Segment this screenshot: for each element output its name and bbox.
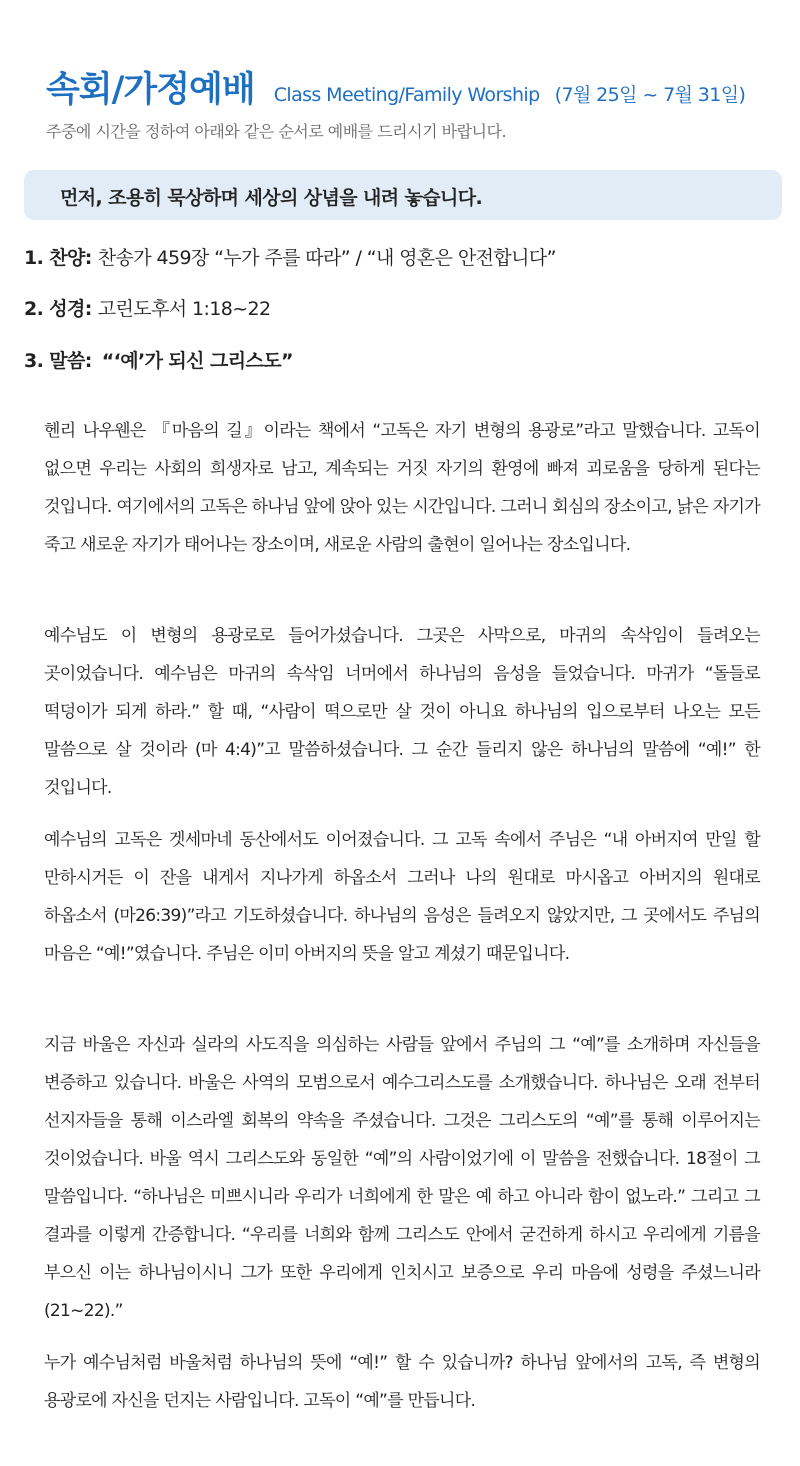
order-item-scripture <box>24 294 271 321</box>
order-item-hymn <box>24 243 556 270</box>
date-range: (7월 25일 ~ 7월 31일) <box>554 84 746 106</box>
page-header <box>46 62 745 112</box>
order-item-value: 고린도후서 1:18~22 <box>97 298 271 320</box>
sermon-title: “‘예’가 되신 그리스도” <box>101 350 293 372</box>
sermon-paragraph-4: 지금 바울은 자신과 실라의 사도직을 의심하는 사람들 앞에서 주님의 그 “예”를 소개하며 자신들을 변증하고 있습니다. 바울은 사역의 모범으로서 예수그리스도를 소개했습니다. 하나님은 오래 전부터 선지자들을 통해 이스라엘 회복의 약속을 주셨습니다. 그것은 그리스도의 “예”를 통해 이루어지는 것이었습니다. 바울 역시 그리스도와 동일한 “예”의 사람이었기에 이 말씀을 전했습니다. 18절이 그 말씀입니다. “하나님은 미쁘시니라 우리가 너희에게 한 말은 예 하고 아니라 함이 없노라.” 그리고 그 결과를 이렇게 간증합니다. “우리를 너희와 함께 그리스도 안에서 굳건하게 하시고 우리에게 기름을 부으신 이는 하나님이시니 그가 또한 우리에게 인치시고 보증으로 우리 마음에 성령을 주셨느니라 (21~22).” <box>44 1035 760 1321</box>
order-item-label: 3. 말씀: <box>24 350 92 372</box>
page-subtitle: 주중에 시간을 정하여 아래와 같은 순서로 예배를 드리시기 바랍니다. <box>46 122 507 141</box>
meditation-banner-text: 먼저, 조용히 묵상하며 세상의 상념을 내려 놓습니다. <box>60 187 483 209</box>
meditation-banner <box>24 170 782 220</box>
order-item-label: 1. 찬양: <box>24 247 92 269</box>
page-title: 속회/가정예배 <box>46 70 255 110</box>
order-item-sermon <box>24 346 293 373</box>
order-item-label: 2. 성경: <box>24 298 92 320</box>
page-title-english: Class Meeting/Family Worship <box>273 84 540 106</box>
sermon-paragraph-3: 예수님의 고독은 겟세마네 동산에서도 이어졌습니다. 그 고독 속에서 주님은 “내 아버지여 만일 할 만하시거든 이 잔을 내게서 지나가게 하옵소서 그러나 나의 원대로 마시옵고 아버지의 원대로 하옵소서 (마26:39)”라고 기도하셨습니다. 하나님의 음성은 들려오지 않았지만, 그 곳에서도 주님의 마음은 “예!”였습니다. 주님은 이미 아버지의 뜻을 알고 계셨기 때문입니다. <box>44 830 760 964</box>
sermon-paragraph-2: 예수님도 이 변형의 용광로로 들어가셨습니다. 그곳은 사막으로, 마귀의 속삭임이 들려오는 곳이었습니다. 예수님은 마귀의 속삭임 너머에서 하나님의 음성을 들었습니다. 마귀가 “돌들로 떡덩이가 되게 하라.” 할 때, “사람이 떡으로만 살 것이 아니요 하나님의 입으로부터 나오는 모든 말씀으로 살 것이라 (마 4:4)”고 말씀하셨습니다. 그 순간 들리지 않은 하나님의 말씀에 “예!” 한 것입니다. <box>44 626 760 798</box>
sermon-paragraph-5: 누가 예수님처럼 바울처럼 하나님의 뜻에 “예!” 할 수 있습니까? 하나님 앞에서의 고독, 즉 변형의 용광로에 자신을 던지는 사람입니다. 고독이 “예”를 만듭니다. <box>44 1353 760 1411</box>
order-item-value: 찬송가 459장 “누가 주를 따라” / “내 영혼은 안전합니다” <box>97 247 556 269</box>
sermon-paragraph-1: 헨리 나우웬은 『마음의 길』이라는 책에서 “고독은 자기 변형의 용광로”라고 말했습니다. 고독이 없으면 우리는 사회의 희생자로 남고, 계속되는 거짓 자기의 환영에 빠져 괴로움을 당하게 된다는 것입니다. 여기에서의 고독은 하나님 앞에 앉아 있는 시간입니다. 그러니 회심의 장소이고, 낡은 자기가 죽고 새로운 자기가 태어나는 장소이며, 새로운 사람의 출현이 일어나는 장소입니다. <box>44 421 760 555</box>
